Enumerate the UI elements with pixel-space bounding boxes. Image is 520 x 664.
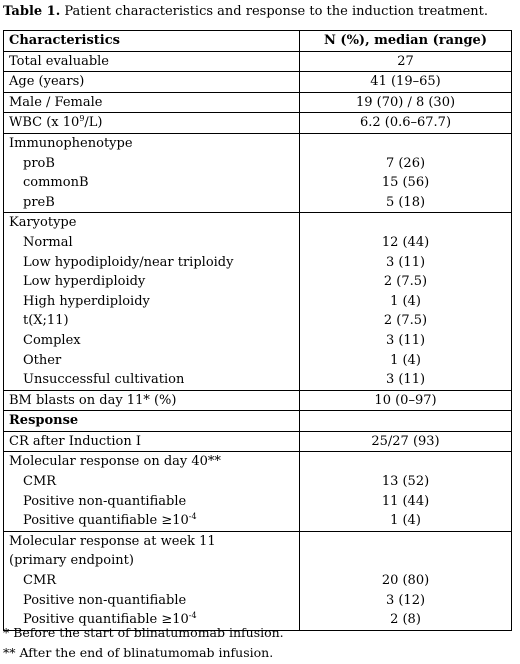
group-values <box>300 452 512 531</box>
row-value: 25/27 (93) <box>300 431 512 452</box>
group-labels <box>4 133 300 212</box>
spacer <box>305 134 506 154</box>
row-label: Age (years) <box>4 72 300 93</box>
row-label: Male / Female <box>4 92 300 113</box>
table-caption-label: Table 1. <box>3 4 61 19</box>
sub-value: 1 (4) <box>390 352 421 368</box>
sub-label: Positive non-quantifiable <box>23 493 187 509</box>
group-values <box>300 213 512 390</box>
sub-value: 3 (11) <box>385 332 426 348</box>
table-row-group-mol40 <box>4 452 512 531</box>
table-row <box>4 390 512 411</box>
sub-label: proB <box>23 155 55 171</box>
sub-value: 3 (11) <box>385 254 426 270</box>
sub-value: 12 (44) <box>381 234 430 250</box>
spacer <box>305 452 506 472</box>
sub-label: High hyperdiploidy <box>23 293 150 309</box>
group-title-line2: (primary endpoint) <box>9 553 134 569</box>
table-row <box>4 431 512 452</box>
sub-label: Low hyperdiploidy <box>23 274 146 290</box>
sub-label: Other <box>23 352 62 368</box>
row-value: 41 (19–65) <box>300 72 512 93</box>
footnote-1: * Before the start of blinatumomab infusion. <box>3 625 284 640</box>
group-labels <box>4 213 300 390</box>
row-value: 27 <box>300 51 512 72</box>
footnote-2: ** After the end of blinatumomab infusion. <box>3 645 274 660</box>
sub-label: Complex <box>23 332 81 348</box>
group-values <box>300 531 512 630</box>
sub-value: 3 (11) <box>385 372 426 388</box>
table-row-group-immunophenotype <box>4 133 512 212</box>
group-title: Karyotype <box>9 215 77 231</box>
wbc-label-pre: WBC (x 10 <box>9 115 80 131</box>
row-value: 6.2 (0.6–67.7) <box>300 113 512 134</box>
sub-value: 7 (26) <box>385 155 426 171</box>
group-labels <box>4 531 300 630</box>
sub-label: Unsuccessful cultivation <box>23 372 185 388</box>
sub-label: preB <box>23 194 55 210</box>
row-value: 19 (70) / 8 (30) <box>300 92 512 113</box>
group-title: Molecular response on day 40** <box>9 454 221 470</box>
sub-value: 2 (8) <box>390 612 421 628</box>
sub-value: 13 (52) <box>381 474 430 490</box>
response-header-empty <box>300 411 512 432</box>
sub-label: CMR <box>23 573 57 589</box>
sub-value: 1 (4) <box>390 513 421 529</box>
table-row <box>4 113 512 134</box>
table-row <box>4 72 512 93</box>
row-label: CR after Induction I <box>4 431 300 452</box>
sub-value: 5 (18) <box>385 194 426 210</box>
wbc-label-post: /L) <box>84 115 103 131</box>
sub-value: 3 (12) <box>385 592 426 608</box>
sub-value: 1 (4) <box>390 293 421 309</box>
sub-label: Normal <box>23 234 73 250</box>
sub-label-sup: -4 <box>188 512 197 522</box>
sub-label: Positive non-quantifiable <box>23 592 187 608</box>
sub-value: 2 (7.5) <box>383 274 428 290</box>
table-row-group-karyotype <box>4 213 512 390</box>
row-label: Total evaluable <box>4 51 300 72</box>
sub-label <box>9 511 294 531</box>
table-caption-text: Patient characteristics and response to the induction treatment. <box>60 4 489 19</box>
response-section-header <box>4 411 512 432</box>
table-row <box>4 92 512 113</box>
sub-label: CMR <box>23 474 57 490</box>
sub-label-sup: -4 <box>188 611 197 621</box>
sub-label: commonB <box>23 175 89 191</box>
sub-value: 11 (44) <box>381 493 430 509</box>
group-title-line1: Molecular response at week 11 <box>9 533 216 549</box>
table-row-group-mol11 <box>4 531 512 630</box>
response-header-label: Response <box>4 411 300 432</box>
sub-value: 20 (80) <box>381 573 430 589</box>
sub-label: t(X;11) <box>23 313 69 329</box>
spacer <box>305 532 506 552</box>
table-caption <box>3 3 519 21</box>
row-label <box>4 113 300 134</box>
sub-label: Low hypodiploidy/near triploidy <box>23 254 234 270</box>
table-row <box>4 51 512 72</box>
patient-characteristics-table <box>3 30 512 631</box>
header-characteristics: Characteristics <box>4 31 300 52</box>
spacer <box>305 213 506 233</box>
table-header-row <box>4 31 512 52</box>
group-values <box>300 133 512 212</box>
row-label: BM blasts on day 11* (%) <box>4 390 300 411</box>
wbc-label-sup: 9 <box>79 114 85 124</box>
spacer <box>305 551 506 571</box>
row-value: 10 (0–97) <box>300 390 512 411</box>
group-labels <box>4 452 300 531</box>
sub-label-pre: Positive quantifiable ≥10 <box>23 513 189 529</box>
header-value: N (%), median (range) <box>300 31 512 52</box>
sub-value: 2 (7.5) <box>383 313 428 329</box>
group-title: Immunophenotype <box>9 135 133 151</box>
sub-value: 15 (56) <box>381 175 430 191</box>
sub-label-pre: Positive quantifiable ≥10 <box>23 612 189 628</box>
